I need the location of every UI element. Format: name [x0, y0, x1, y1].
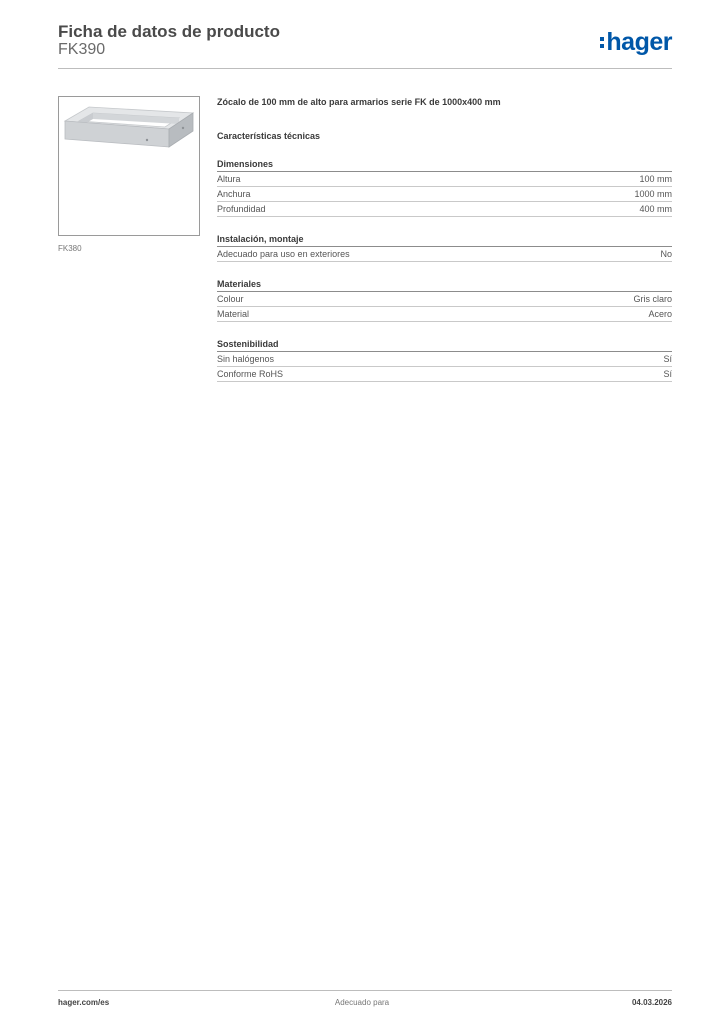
spec-label: Anchura [217, 189, 251, 199]
spec-value: Sí [663, 354, 672, 364]
section-title: Materiales [217, 278, 672, 292]
footer-website-link[interactable]: hager.com/es [58, 998, 110, 1007]
spec-row-halogenos [217, 352, 672, 367]
product-image [58, 96, 200, 236]
logo-dots-icon [600, 37, 604, 48]
spec-content [217, 96, 672, 382]
technical-characteristics-heading: Características técnicas [217, 131, 321, 141]
spec-label: Material [217, 309, 250, 319]
section-title: Dimensiones [217, 158, 672, 172]
spec-row-rohs [217, 367, 672, 382]
section-materiales [217, 278, 672, 322]
footer-divider [58, 990, 672, 991]
spec-value: No [660, 249, 672, 259]
spec-row-altura [217, 172, 672, 187]
section-sostenibilidad [217, 338, 672, 382]
spec-value: Sí [663, 369, 672, 379]
spec-row-anchura [217, 187, 672, 202]
section-title: Instalación, montaje [217, 233, 672, 247]
document-title: Ficha de datos de producto [58, 22, 280, 41]
spec-label: Altura [217, 174, 241, 184]
product-reference: FK390 [58, 41, 106, 58]
spec-row-colour [217, 292, 672, 307]
footer-date: 04.03.2026 [631, 998, 672, 1007]
page-header [58, 22, 672, 68]
footer-center-text: Adecuado para [334, 998, 390, 1007]
header-divider [58, 68, 672, 69]
spec-label: Sin halógenos [217, 354, 275, 364]
spec-label: Adecuado para uso en exteriores [217, 249, 350, 259]
spec-value: Acero [648, 309, 672, 319]
spec-row-profundidad [217, 202, 672, 217]
spec-row-exteriores [217, 247, 672, 262]
spec-label: Colour [217, 294, 244, 304]
spec-label: Conforme RoHS [217, 369, 284, 379]
product-description: Zócalo de 100 mm de alto para armarios serie FK de 1000x400 mm [217, 97, 501, 107]
section-instalacion [217, 233, 672, 262]
section-title: Sostenibilidad [217, 338, 672, 352]
section-dimensiones [217, 158, 672, 217]
hager-logo [600, 28, 672, 56]
spec-value: 1000 mm [634, 189, 672, 199]
spec-row-material [217, 307, 672, 322]
spec-value: 400 mm [639, 204, 672, 214]
plinth-base-icon [59, 97, 199, 235]
spec-value: 100 mm [639, 174, 672, 184]
spec-value: Gris claro [633, 294, 672, 304]
spec-label: Profundidad [217, 204, 266, 214]
image-caption: FK380 [58, 244, 82, 253]
logo-text: hager [606, 28, 672, 56]
